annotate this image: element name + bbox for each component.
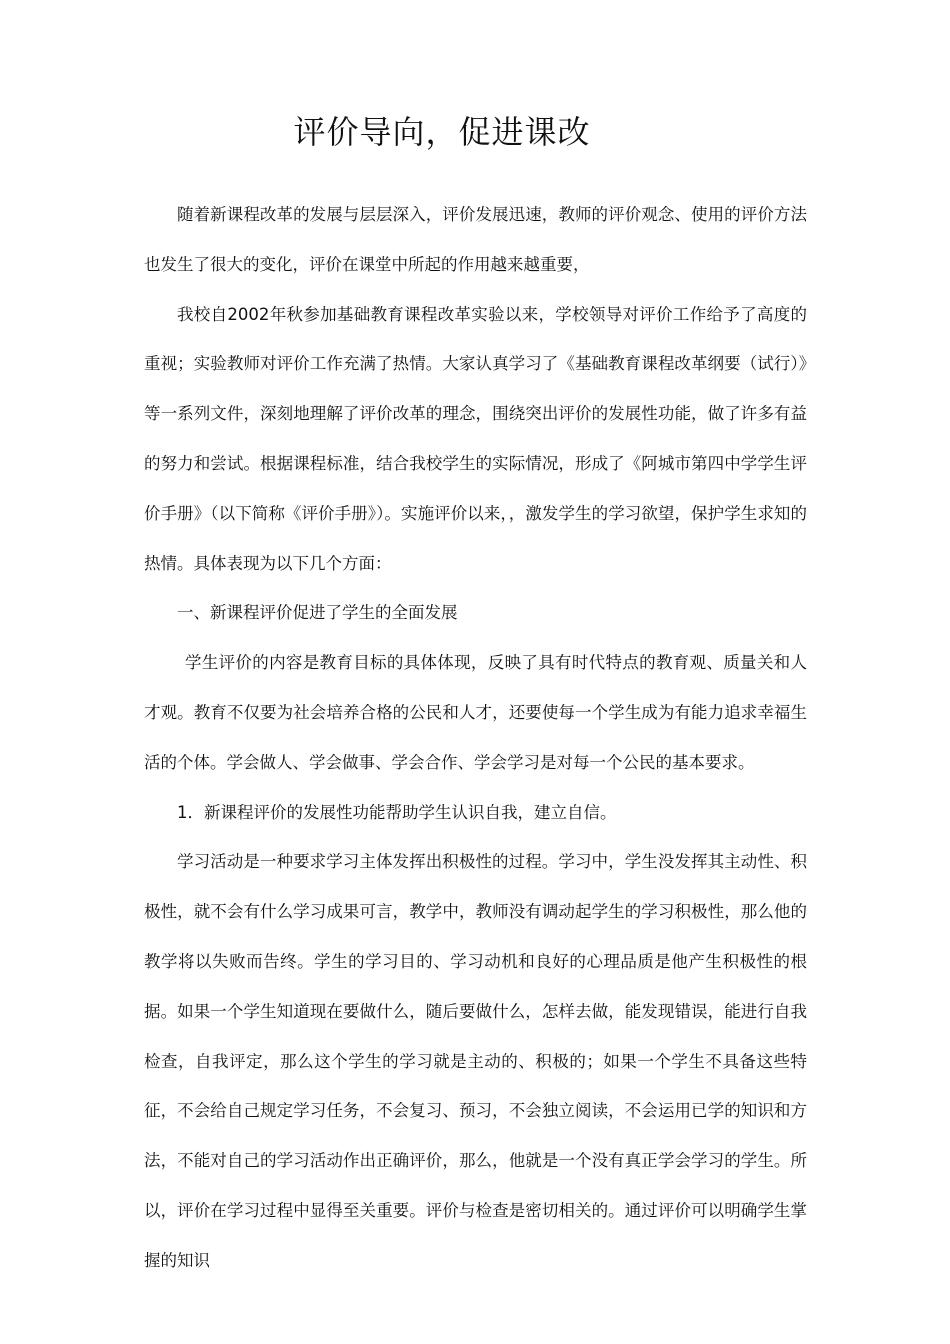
paragraph-student-evaluation: 学生评价的内容是教育目标的具体体现，反映了具有时代特点的教育观、质量关和人才观。教育不仅要为社会培养合格的公民和人才，还要使每一个学生成为有能力追求幸福生活的个体。学会做人、学会做事、学会合作、学会学习是对每一个公民的基本要求。 [144, 653, 807, 772]
paragraph-intro: 随着新课程改革的发展与层层深入，评价发展迅速，教师的评价观念、使用的评价方法也发生了很大的变化，评价在课堂中所起的作用越来越重要， [144, 205, 807, 274]
subsection-heading-1: 1．新课程评价的发展性功能帮助学生认识自我，建立自信。 [177, 802, 617, 822]
paragraph-school-background: 我校自2002年秋参加基础教育课程改革实验以来，学校领导对评价工作给予了高度的重视；实验教师对评价工作充满了热情。大家认真学习了《基础教育课程改革纲要（试行）》等一系列文件，深刻地理解了评价改革的理念，围绕突出评价的发展性功能，做了许多有益的努力和尝试。根据课程标准，结合我校学生的实际情况，形成了《阿城市第四中学学生评价手册》（以下简称《评价手册》）。实施评价以来，，激发学生的学习欲望，保护学生求知的热情。具体表现为以下几个方面： [144, 304, 807, 573]
paragraph-learning-activity: 学习活动是一种要求学习主体发挥出积极性的过程。学习中，学生没发挥其主动性、积极性，就不会有什么学习成果可言，教学中，教师没有调动起学生的学习积极性，那么他的教学将以失败而告终。学生的学习目的、学习动机和良好的心理品质是他产生积极性的根据。如果一个学生知道现在要做什么，随后要做什么，怎样去做，能发现错误，能进行自我检查，自我评定，那么这个学生的学习就是主动的、积极的；如果一个学生不具备这些特征，不会给自己规定学习任务，不会复习、预习，不会独立阅读，不会运用已学的知识和方法，不能对自己的学习活动作出正确评价，那么，他就是一个没有真正学会学习的学生。所以，评价在学习过程中显得至关重要。评价与检查是密切相关的。通过评价可以明确学生掌握的知识 [144, 852, 807, 1270]
document-body [144, 190, 807, 1286]
document-title: 评价导向，促进课改 [293, 113, 591, 151]
section-heading-1: 一、新课程评价促进了学生的全面发展 [177, 603, 458, 623]
